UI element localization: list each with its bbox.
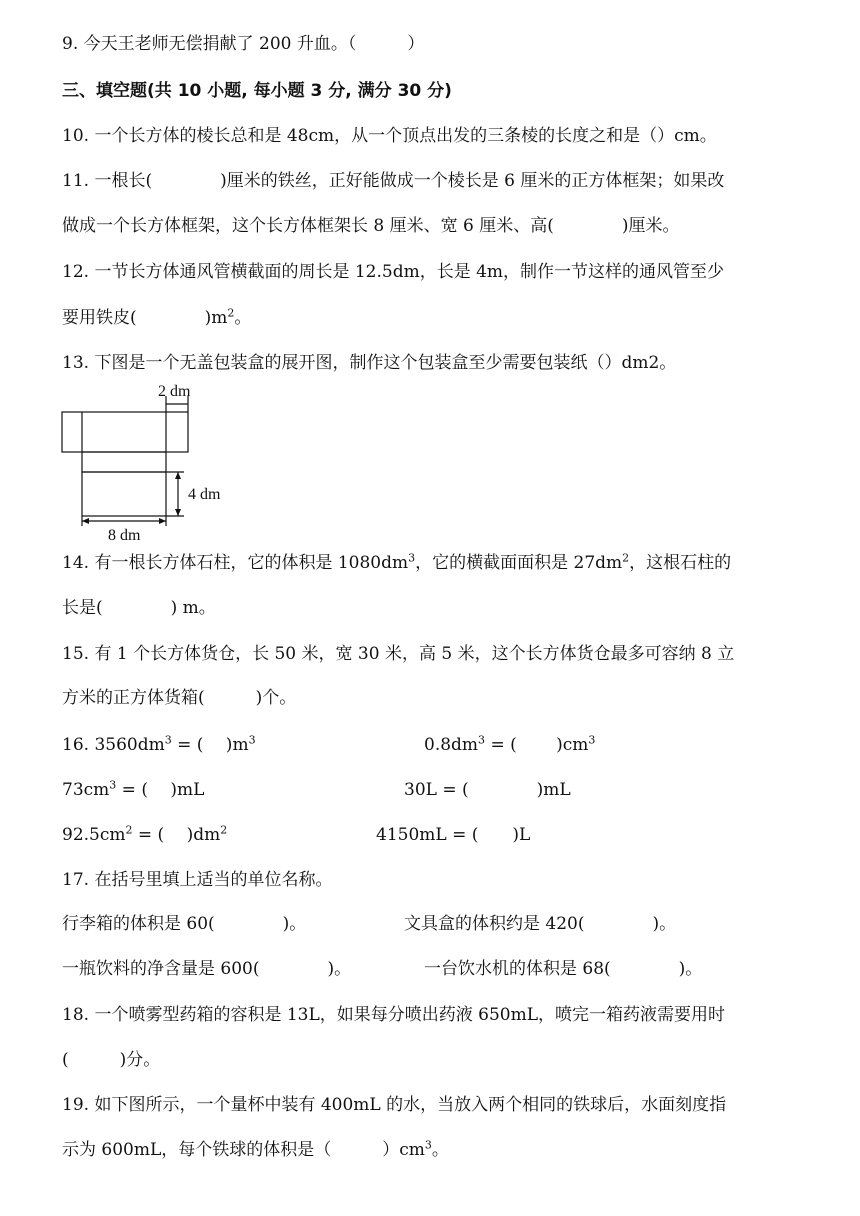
question-18-line-2: ( )分。 — [62, 1050, 161, 1070]
q14-sup-2: 2 — [622, 551, 630, 565]
question-14-line-1 — [62, 551, 731, 575]
question-11-line-1: 11. 一根长( )厘米的铁丝，正好能做成一个棱长是 6 厘米的正方体框架；如果改 — [62, 171, 725, 191]
q16-r3l-sup2: 2 — [220, 823, 228, 837]
question-16-row-3-left — [62, 823, 227, 847]
q14-part-b: ，它的横截面面积是 27dm — [415, 553, 623, 573]
question-17-row-2-right: 一台饮水机的体积是 68( )。 — [424, 959, 703, 979]
q16-r1r-b: = ( )cm — [485, 735, 589, 755]
q14-part-a: 14. 有一根长方体石柱，它的体积是 1080dm — [62, 553, 409, 573]
q12-suffix: 。 — [234, 308, 252, 328]
q16-r1l-sup1: 3 — [164, 733, 172, 747]
arrowhead-8dm-left — [82, 518, 89, 524]
q16-r1r-a: 0.8dm — [424, 735, 479, 755]
question-15-line-1: 15. 有 1 个长方体货仓，长 50 米，宽 30 米，高 5 米，这个长方体货仓最多可容纳 8 立 — [62, 644, 735, 664]
q16-r3l-a: 92.5cm — [62, 825, 126, 845]
q16-r2l-a: 73cm — [62, 780, 110, 800]
q14-sup-1: 3 — [408, 551, 416, 565]
question-12-line-1: 12. 一节长方体通风管横截面的周长是 12.5dm，长是 4m，制作一节这样的通风管至少 — [62, 262, 725, 282]
q12-superscript: 2 — [227, 306, 235, 320]
box-net-diagram — [60, 380, 230, 542]
arrowhead-4dm-bottom — [175, 509, 181, 516]
label-2dm: 2 dm — [158, 383, 191, 400]
question-19-line-1: 19. 如下图所示，一个量杯中装有 400mL 的水，当放入两个相同的铁球后，水面刻度指 — [62, 1095, 727, 1115]
q16-r1r-sup2: 3 — [588, 733, 596, 747]
q19-sup: 3 — [424, 1138, 432, 1152]
q16-r3l-b: = ( )dm — [132, 825, 221, 845]
question-17: 17. 在括号里填上适当的单位名称。 — [62, 870, 333, 890]
net-top-strip — [62, 412, 188, 452]
arrowhead-8dm-right — [159, 518, 166, 524]
q16-r3l-sup1: 2 — [125, 823, 133, 837]
question-19-line-2 — [62, 1138, 449, 1162]
question-16-row-2-left — [62, 778, 204, 802]
q16-r2l-b: = ( )mL — [116, 780, 205, 800]
question-9: 9. 今天王老师无偿捐献了 200 升血。（ ） — [62, 34, 425, 54]
question-10: 10. 一个长方体的棱长总和是 48cm，从一个顶点出发的三条棱的长度之和是（）cm。 — [62, 126, 717, 146]
net-bottom-face — [82, 472, 166, 516]
q16-r1l-sup2: 3 — [248, 733, 256, 747]
question-17-row-1-left: 行李箱的体积是 60( )。 — [62, 914, 307, 934]
q16-r1r-sup1: 3 — [478, 733, 486, 747]
question-18-line-1: 18. 一个喷雾型药箱的容积是 13L，如果每分喷出药液 650mL，喷完一箱药液需要用时 — [62, 1005, 726, 1025]
question-15-line-2: 方米的正方体货箱( )个。 — [62, 688, 297, 708]
label-8dm: 8 dm — [108, 527, 141, 542]
net-middle-face — [82, 452, 166, 472]
question-17-row-2-left: 一瓶饮料的净含量是 600( )。 — [62, 959, 352, 979]
q19-part-a: 示为 600mL，每个铁球的体积是（ ）cm — [62, 1140, 425, 1160]
question-13: 13. 下图是一个无盖包装盒的展开图，制作这个包装盒至少需要包装纸（）dm2。 — [62, 353, 677, 373]
section-3-heading: 三、填空题(共 10 小题, 每小题 3 分, 满分 30 分) — [62, 81, 452, 101]
q16-r2l-sup: 3 — [109, 778, 117, 792]
question-16-row-3-right: 4150mL = ( )L — [376, 825, 531, 845]
question-12-line-2 — [62, 306, 251, 330]
q12-text: 要用铁皮( )m — [62, 308, 228, 328]
q19-part-b: 。 — [431, 1140, 449, 1160]
question-16-row-2-right: 30L = ( )mL — [404, 780, 571, 800]
q14-part-c: ，这根石柱的 — [629, 553, 732, 573]
question-16-row-1-left — [62, 733, 256, 757]
arrowhead-4dm-top — [175, 472, 181, 479]
question-14-line-2: 长是( ) m。 — [62, 598, 216, 618]
q16-r1l-a: 16. 3560dm — [62, 735, 165, 755]
q16-r1l-b: = ( )m — [171, 735, 249, 755]
question-11-line-2: 做成一个长方体框架，这个长方体框架长 8 厘米、宽 6 厘米、高( )厘米。 — [62, 216, 680, 236]
question-17-row-1-right: 文具盒的体积约是 420( )。 — [404, 914, 677, 934]
label-4dm: 4 dm — [188, 486, 221, 503]
question-16-row-1-right — [424, 733, 595, 757]
